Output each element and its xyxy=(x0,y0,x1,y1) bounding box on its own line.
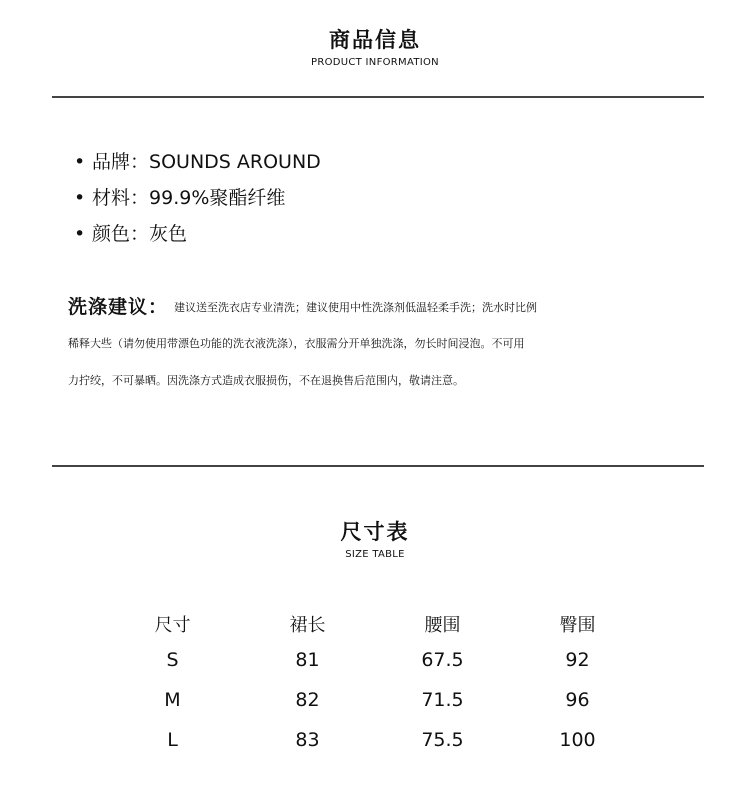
product-info-title: 商品信息 xyxy=(329,28,421,52)
wash-text: 力拧绞，不可暴晒。因洗涤方式造成衣服损伤，不在退换售后范围内，敬请注意。 xyxy=(68,374,464,387)
column-header: 裙长 xyxy=(289,615,326,636)
table-cell: 96 xyxy=(565,689,590,711)
info-item-material xyxy=(74,180,321,216)
product-info-list xyxy=(74,144,321,252)
table-cell: 100 xyxy=(559,729,596,751)
table-cell: 67.5 xyxy=(421,649,464,671)
info-value: 灰色 xyxy=(149,223,188,245)
size-table-subtitle: SIZE TABLE xyxy=(345,549,405,560)
table-cell: M xyxy=(164,689,181,711)
wash-line xyxy=(68,298,708,316)
product-info-subtitle: PRODUCT INFORMATION xyxy=(311,57,439,68)
middle-divider xyxy=(52,465,704,467)
table-cell: 92 xyxy=(565,649,590,671)
table-cell: 71.5 xyxy=(421,689,464,711)
table-cell: L xyxy=(167,729,178,751)
washing-heading: 洗涤建议： xyxy=(68,296,169,318)
column-header: 腰围 xyxy=(424,615,461,636)
info-item-color xyxy=(74,216,321,252)
table-cell: 81 xyxy=(295,649,320,671)
info-value: 99.9%聚酯纤维 xyxy=(149,187,286,209)
info-label: 品牌： xyxy=(92,151,150,173)
wash-text: 建议送至洗衣店专业清洗；建议使用中性洗涤剂低温轻柔手洗；洗水时比例 xyxy=(174,301,538,314)
table-row xyxy=(105,720,645,760)
size-table xyxy=(105,608,645,760)
product-info-header xyxy=(0,26,750,70)
table-header-row xyxy=(105,608,645,640)
bullet-icon: • xyxy=(74,223,86,245)
info-label: 颜色： xyxy=(92,223,150,245)
column-header: 尺寸 xyxy=(154,615,191,636)
top-divider xyxy=(52,96,704,98)
bullet-icon: • xyxy=(74,151,86,173)
size-table-title: 尺寸表 xyxy=(340,520,410,544)
column-header: 臀围 xyxy=(559,615,596,636)
table-row xyxy=(105,640,645,680)
wash-line xyxy=(68,335,708,353)
info-value: SOUNDS AROUND xyxy=(149,151,321,173)
table-cell: 82 xyxy=(295,689,320,711)
info-item-brand xyxy=(74,144,321,180)
wash-text: 稀释大些（请勿使用带漂色功能的洗衣液洗涤），衣服需分开单独洗涤，勿长时间浸泡。不可用 xyxy=(68,337,525,350)
table-cell: 83 xyxy=(295,729,320,751)
wash-line xyxy=(68,372,708,390)
size-table-header xyxy=(0,518,750,562)
washing-instructions xyxy=(68,298,708,409)
bullet-icon: • xyxy=(74,187,86,209)
table-row xyxy=(105,680,645,720)
table-cell: 75.5 xyxy=(421,729,464,751)
info-label: 材料： xyxy=(92,187,150,209)
table-cell: S xyxy=(166,649,179,671)
